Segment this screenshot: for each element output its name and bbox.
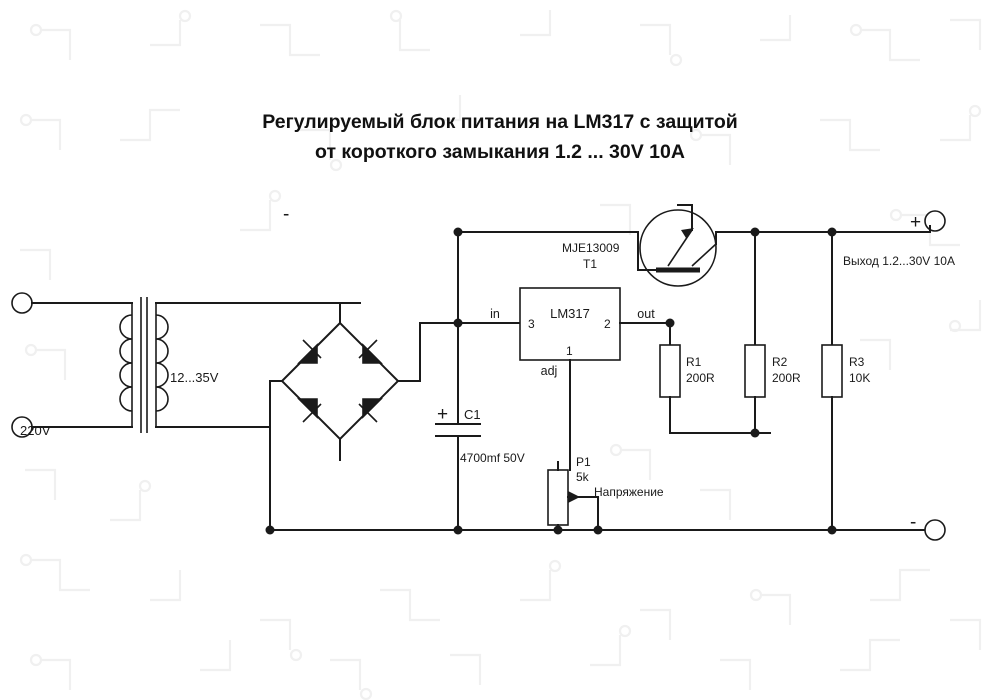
diagram-title-line2: от короткого замыкания 1.2 ... 30V 10A: [315, 141, 685, 163]
output-plus-sign: +: [910, 212, 922, 233]
regulator-pin1-number: 1: [566, 344, 573, 358]
potentiometer-name-label: Напряжение: [594, 485, 664, 499]
capacitor-plus-sign: +: [437, 404, 449, 425]
r2-value-label: 200R: [772, 371, 801, 385]
r1-ref-label: R1: [686, 355, 702, 369]
potentiometer-p1: [548, 455, 664, 535]
transistor-t1: [562, 205, 716, 286]
junction-dot: [594, 526, 603, 535]
potentiometer-value-label: 5k: [576, 470, 589, 484]
junction-dot: [828, 526, 837, 535]
regulator-pin3-number: 3: [528, 317, 535, 331]
r3-value-label: 10K: [849, 371, 871, 385]
transformer: [120, 297, 360, 433]
resistor-r3: [822, 228, 870, 535]
r3-ref-label: R3: [849, 355, 865, 369]
mains-voltage-label: 220V: [20, 423, 51, 438]
regulator-pin-out-label: out: [637, 307, 655, 321]
r1-value-label: 200R: [686, 371, 715, 385]
junction-dot: [751, 228, 760, 237]
regulator-pin-in-label: in: [490, 307, 500, 321]
transistor-ref-label: T1: [583, 257, 598, 271]
bridge-minus-sign: -: [283, 204, 290, 225]
potentiometer-ref-label: P1: [576, 455, 591, 469]
regulator-lm317: [490, 288, 670, 470]
r2-ref-label: R2: [772, 355, 788, 369]
mains-input-terminals: [12, 293, 132, 438]
output-minus-sign: -: [910, 512, 917, 533]
junction-dot: [666, 319, 675, 328]
capacitor-c1: [436, 404, 525, 530]
diagram-title-line1: Регулируемый блок питания на LM317 с защитой: [262, 111, 738, 133]
regulator-pin-adj-label: adj: [540, 364, 558, 378]
capacitor-ref-label: C1: [464, 407, 481, 422]
junction-dots: [266, 228, 463, 535]
transistor-type-label: MJE13009: [562, 241, 620, 255]
regulator-ref-label: LM317: [550, 306, 590, 321]
junction-dot: [751, 429, 760, 438]
capacitor-value-label: 4700mf 50V: [460, 451, 525, 465]
junction-dot: [554, 526, 563, 535]
output-spec-label: Выход 1.2...30V 10A: [843, 254, 955, 268]
secondary-voltage-label: 12...35V: [170, 370, 219, 385]
regulator-pin2-number: 2: [604, 317, 611, 331]
diode-bridge: [270, 204, 420, 530]
resistor-r2: [745, 228, 801, 438]
